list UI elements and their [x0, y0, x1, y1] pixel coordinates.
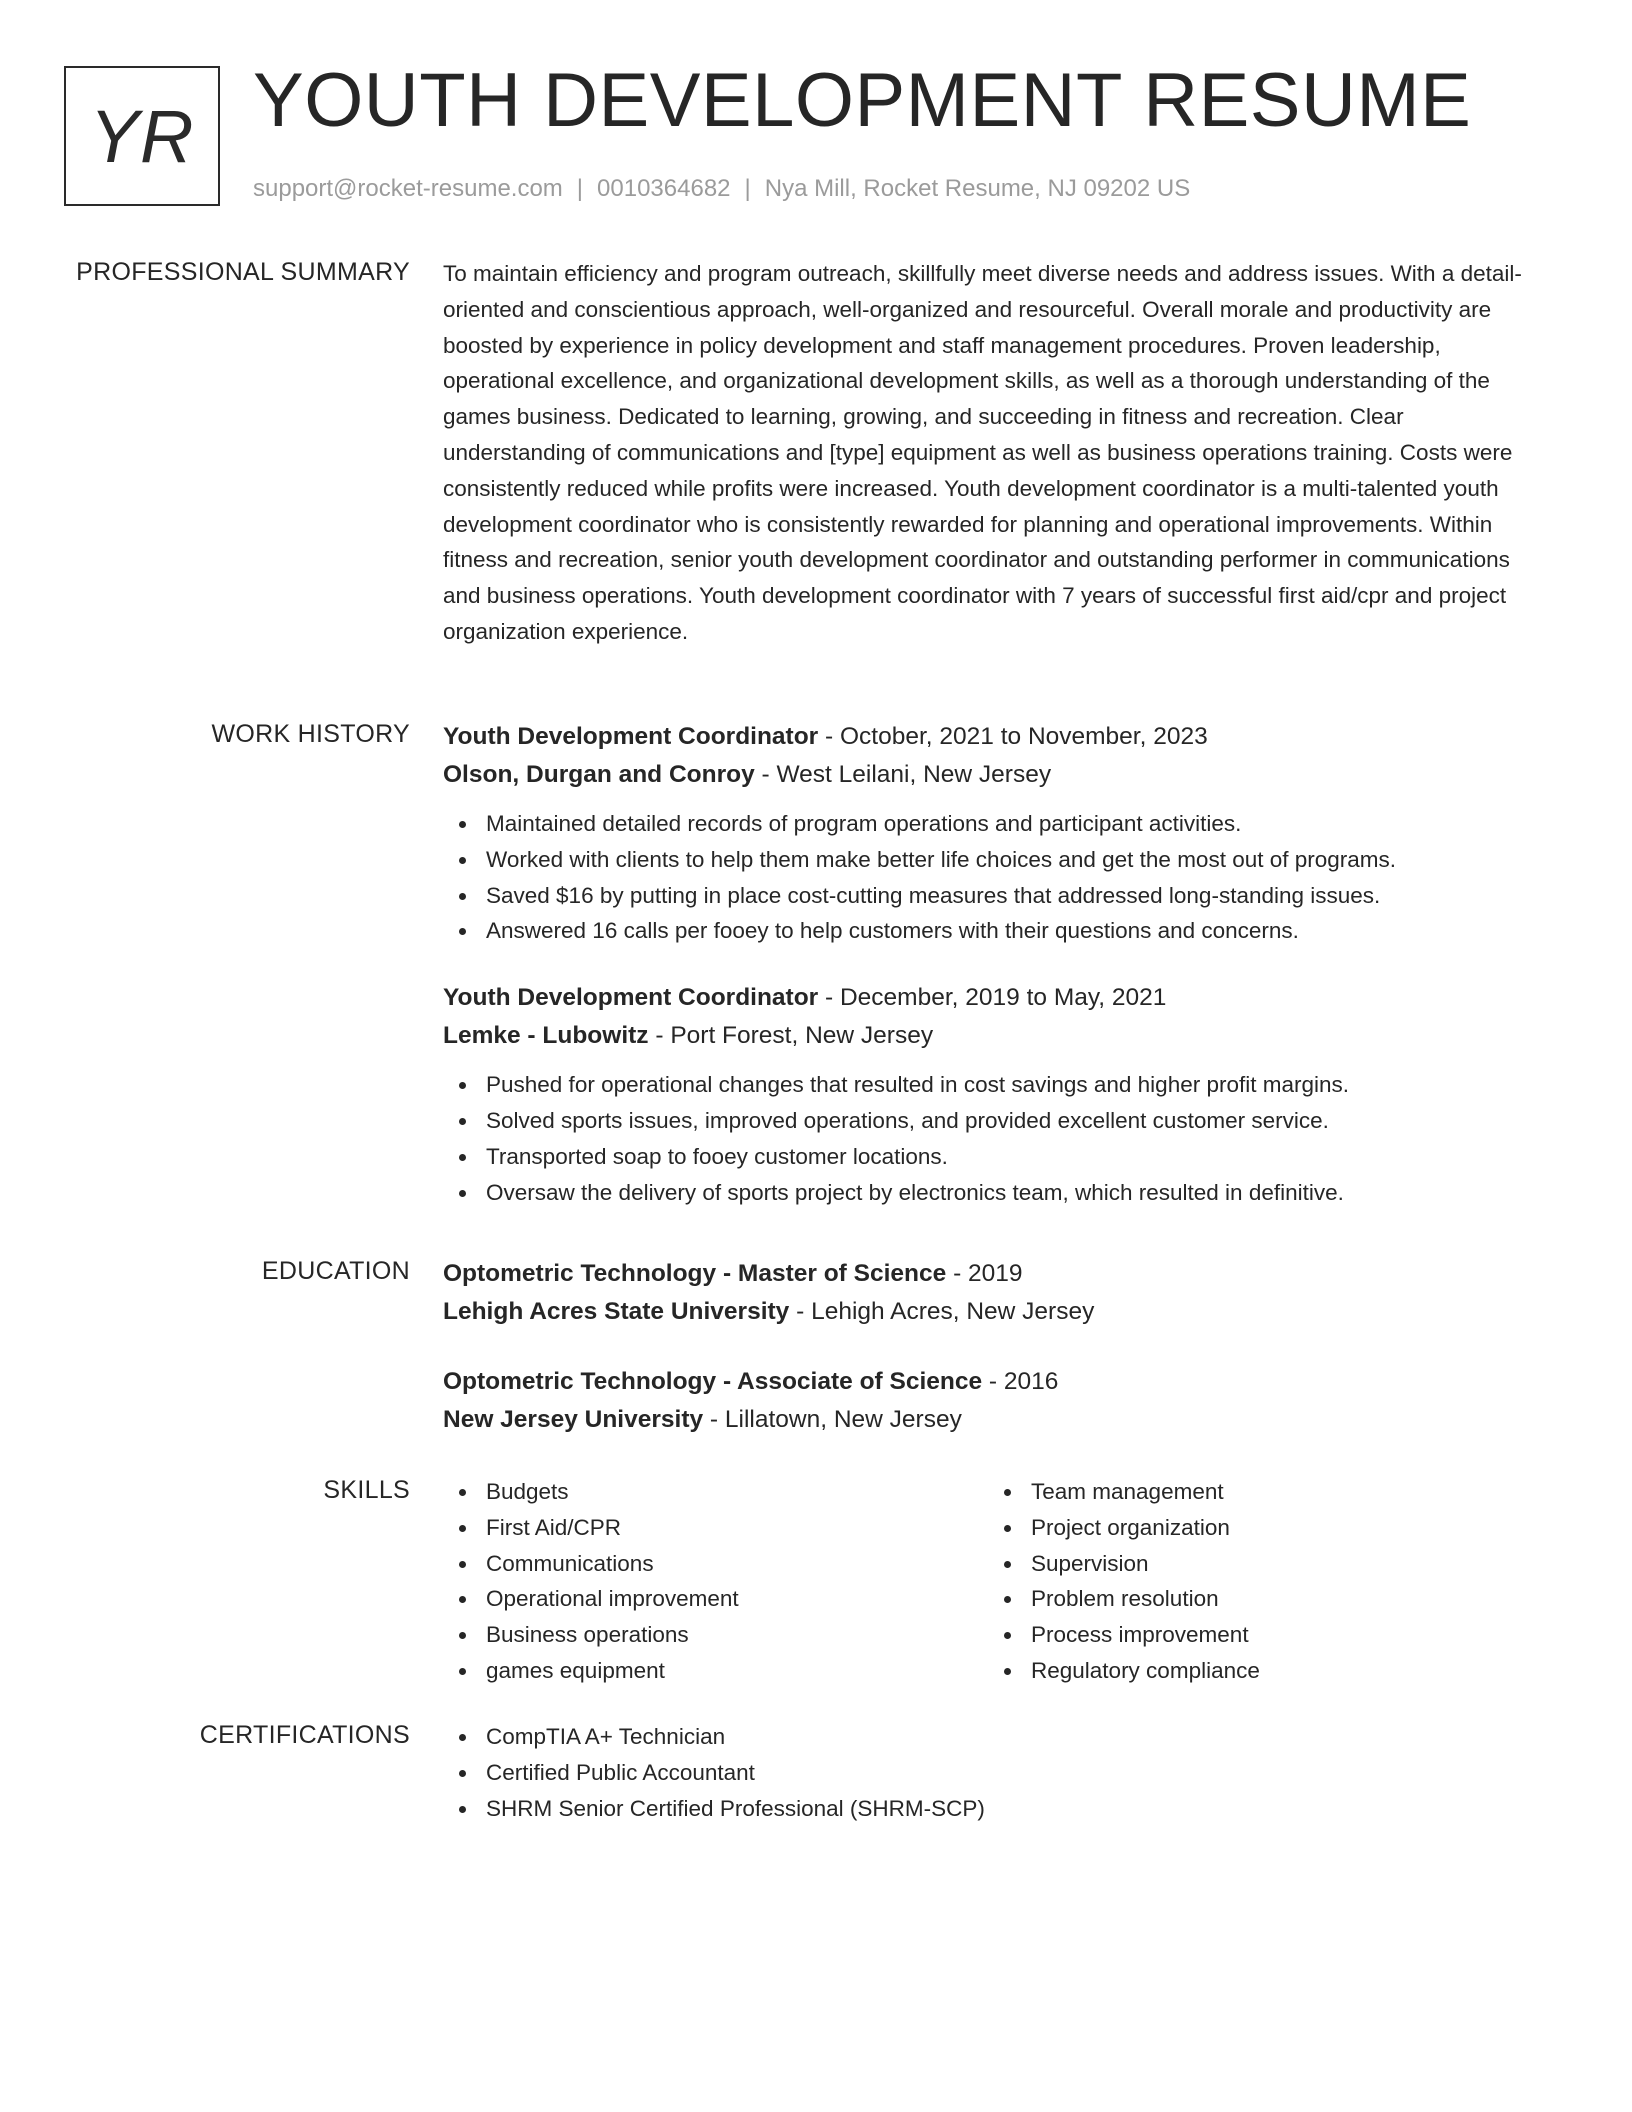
job-bullet: Oversaw the delivery of sports project by electronics team, which resulted in definitive. [443, 1175, 1533, 1211]
job-company-line [443, 756, 1533, 794]
job-title-line [443, 979, 1533, 1017]
school-line [443, 1293, 1533, 1331]
skills-column-right [988, 1474, 1533, 1689]
job-bullet: Transported soap to fooey customer locations. [443, 1139, 1533, 1175]
job-location: - Port Forest, New Jersey [648, 1022, 934, 1050]
monogram-logo [64, 66, 220, 206]
job-company: Olson, Durgan and Conroy [443, 761, 755, 788]
school-location: - Lehigh Acres, New Jersey [789, 1298, 1095, 1325]
skill-item: Budgets [443, 1474, 988, 1510]
degree-year: - 2019 [946, 1260, 1023, 1287]
section-label-certifications: CERTIFICATIONS [199, 1721, 410, 1749]
skill-item: First Aid/CPR [443, 1510, 988, 1546]
school-name: New Jersey University [443, 1406, 704, 1433]
job-bullet: Solved sports issues, improved operations, and provided excellent customer service. [443, 1103, 1533, 1139]
degree-year: - 2016 [982, 1368, 1059, 1395]
skill-item: Regulatory compliance [988, 1653, 1533, 1689]
contact-line [253, 174, 1190, 204]
job-bullet: Saved $16 by putting in place cost-cutting measures that addressed long-standing issues. [443, 878, 1533, 914]
certification-item: CompTIA A+ Technician [443, 1719, 1533, 1755]
contact-separator: | [576, 175, 584, 202]
skill-item: Business operations [443, 1617, 988, 1653]
skill-item: Communications [443, 1546, 988, 1582]
job-dates: - December, 2019 to May, 2021 [818, 984, 1167, 1012]
job-bullets [443, 806, 1533, 949]
job-bullet: Answered 16 calls per fooey to help customers with their questions and concerns. [443, 913, 1533, 949]
degree-name: Optometric Technology - Master of Science [443, 1260, 947, 1287]
skill-item: Team management [988, 1474, 1533, 1510]
job-bullet: Worked with clients to help them make better life choices and get the most out of programs. [443, 842, 1533, 878]
degree-line [443, 1363, 1533, 1401]
job-location: - West Leilani, New Jersey [754, 761, 1052, 788]
skill-item: Process improvement [988, 1617, 1533, 1653]
resume-title: YOUTH DEVELOPMENT RESUME [253, 58, 1472, 143]
skill-item: Supervision [988, 1546, 1533, 1582]
monogram-initials: YR [89, 94, 195, 178]
job-company: Lemke - Lubowitz [443, 1022, 649, 1050]
summary-text: To maintain efficiency and program outreach, skillfully meet diverse needs and address issues. With a detail-oriented and conscientious approach, well-organized and resourceful. Overall morale and productivity are boosted by experience in policy development and staff management procedures. Proven leadership, operational excellence, and organizational development skills, as well as a thorough understanding of the games business. Dedicated to learning, growing, and succeeding in fitness and recreation. Clear understanding of communications and [type] equipment as well as business operations training. Costs were consistently reduced while profits were increased. Youth development coordinator is a multi-talented youth development coordinator who is consistently rewarded for planning and operational improvements. Within fitness and recreation, senior youth development coordinator and outstanding performer in communications and business operations. Youth development coordinator with 7 years of successful first aid/cpr and project organization experience. [443, 261, 1522, 644]
section-label-summary: PROFESSIONAL SUMMARY [76, 258, 410, 286]
certification-item: Certified Public Accountant [443, 1755, 1533, 1791]
certification-item: SHRM Senior Certified Professional (SHRM-SCP) [443, 1791, 1533, 1827]
job-bullet: Maintained detailed records of program operations and participant activities. [443, 806, 1533, 842]
skill-item: games equipment [443, 1653, 988, 1689]
job-title-line [443, 718, 1533, 756]
job-entry [443, 718, 1533, 949]
job-company-line [443, 1017, 1533, 1055]
job-dates: - October, 2021 to November, 2023 [818, 723, 1208, 750]
skill-item: Operational improvement [443, 1581, 988, 1617]
contact-email[interactable]: support@rocket-resume.com [253, 175, 563, 202]
education-entry [443, 1363, 1533, 1439]
skills-column-left [443, 1474, 988, 1689]
job-title: Youth Development Coordinator [443, 984, 819, 1012]
degree-name: Optometric Technology - Associate of Science [443, 1368, 983, 1395]
section-label-skills: SKILLS [323, 1476, 410, 1504]
contact-separator: | [744, 175, 751, 202]
job-bullets [443, 1067, 1533, 1210]
skill-item: Problem resolution [988, 1581, 1533, 1617]
job-title: Youth Development Coordinator [443, 723, 819, 750]
contact-address: Nya Mill, Rocket Resume, NJ 09202 US [764, 175, 1191, 202]
contact-phone[interactable]: 0010364682 [597, 175, 731, 202]
school-name: Lehigh Acres State University [443, 1298, 790, 1325]
section-label-work-history: WORK HISTORY [211, 720, 410, 748]
degree-line [443, 1255, 1533, 1293]
education-entry [443, 1255, 1533, 1331]
job-bullet: Pushed for operational changes that resulted in cost savings and higher profit margins. [443, 1067, 1533, 1103]
skill-item: Project organization [988, 1510, 1533, 1546]
job-entry [443, 979, 1533, 1210]
skills-grid [443, 1474, 1533, 1689]
section-label-education: EDUCATION [261, 1257, 410, 1285]
certifications-list [443, 1719, 1533, 1826]
school-location: - Lillatown, New Jersey [703, 1406, 962, 1433]
school-line [443, 1401, 1533, 1439]
